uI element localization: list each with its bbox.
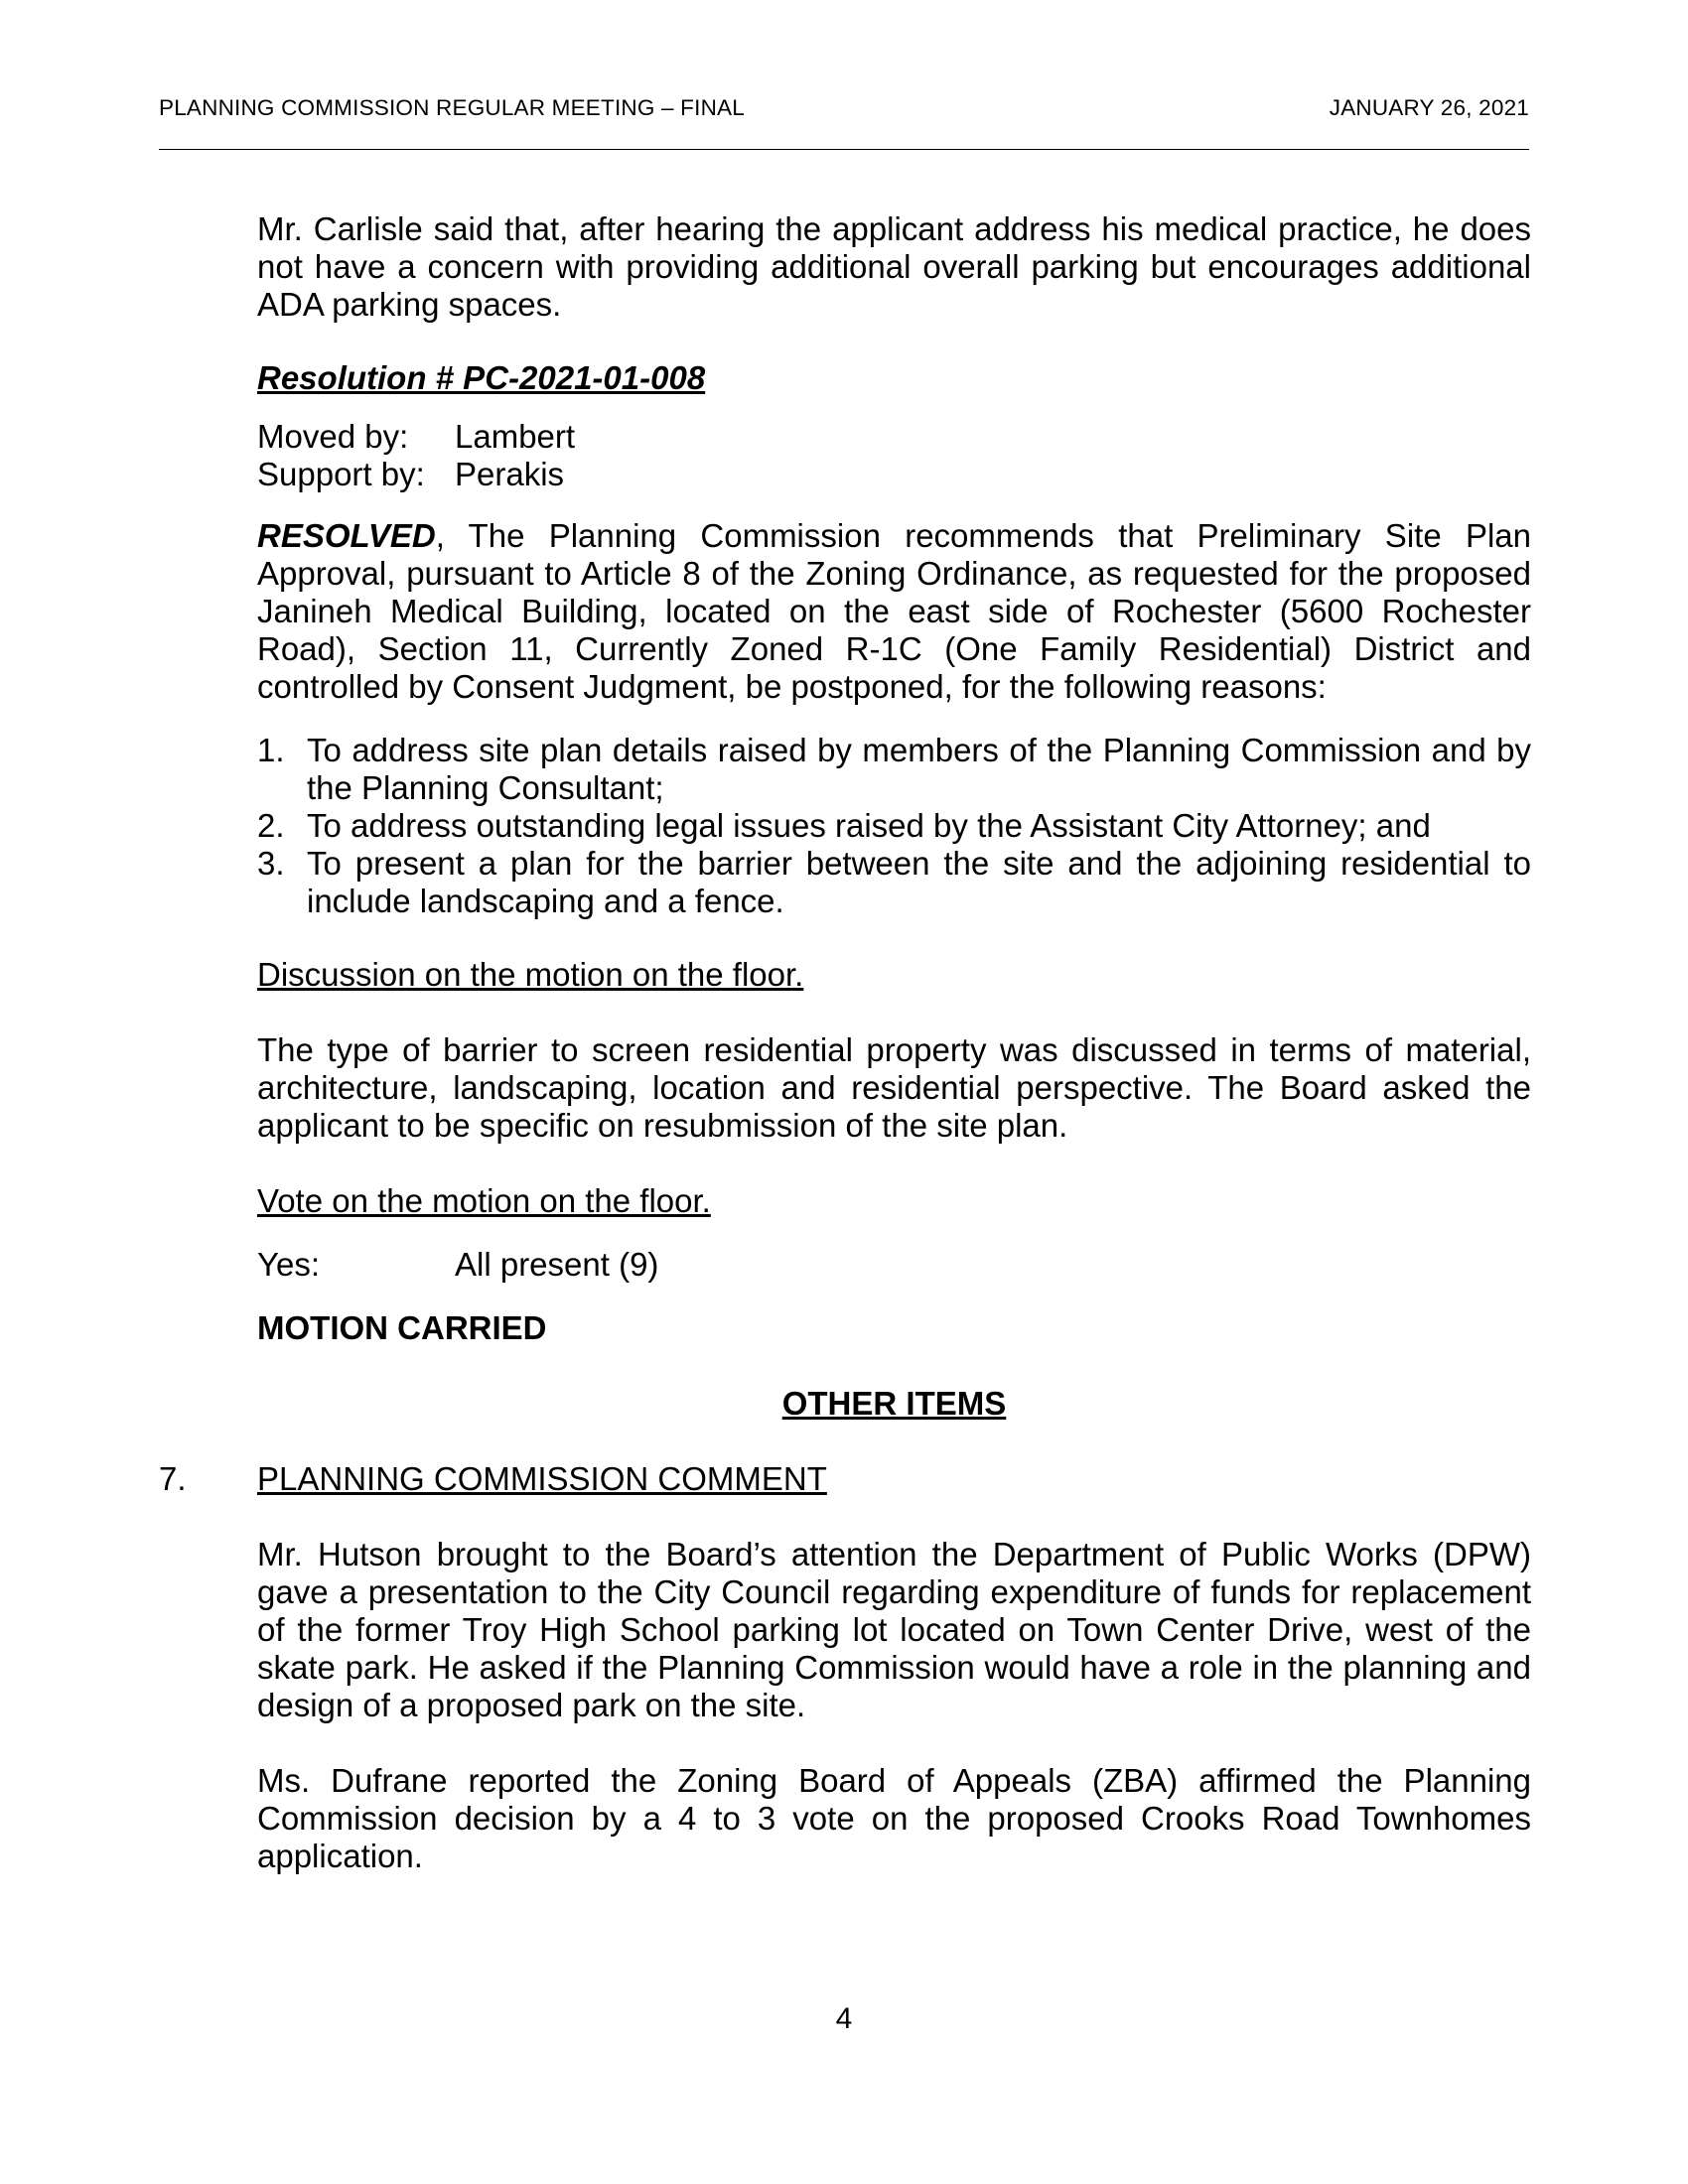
header-date: JANUARY 26, 2021 (1329, 95, 1529, 120)
resolved-text: , The Planning Commission recommends that Preliminary Site Plan Approval, pursuant to Article 8 of the Zoning Ordinance, as requested for the proposed Janineh Medical Building, located on the east side of Rochester (5600 Rochester Road), Section 11, Currently Zoned R-1C (One Family Residential) District and controlled by Consent Judgment, be postponed, for the following reasons: (257, 517, 1531, 705)
list-item-text: To present a plan for the barrier between the site and the adjoining residential to include landscaping and a fence. (307, 845, 1531, 919)
resolution-movers (257, 418, 1531, 493)
list-item-text: To address outstanding legal issues raised by the Assistant City Attorney; and (307, 807, 1431, 844)
vote-heading: Vote on the motion on the floor. (257, 1182, 711, 1219)
vote-yes-label: Yes: (257, 1246, 321, 1283)
vote-yes-value: All present (9) (455, 1246, 659, 1283)
item-7-heading (159, 1460, 1531, 1498)
list-item-number: 3. (257, 845, 285, 882)
list-item-number: 1. (257, 732, 285, 768)
reasons-list (257, 732, 1531, 920)
resolved-keyword: RESOLVED (257, 517, 436, 554)
item-number: 7. (159, 1460, 187, 1497)
list-item (257, 807, 1531, 845)
page-number: 4 (835, 2002, 853, 2035)
resolved-paragraph (257, 517, 1531, 706)
discussion-paragraph: The type of barrier to screen residential property was discussed in terms of material, architecture, landscaping, location and residential perspective. The Board asked the applicant to be specific on resubmission of the site plan. (257, 1031, 1531, 1144)
intro-paragraph: Mr. Carlisle said that, after hearing the applicant address his medical practice, he does not have a concern with providing additional overall parking but encourages additional ADA parking spaces. (257, 210, 1531, 323)
list-item (257, 845, 1531, 920)
vote-yes-row (257, 1246, 1531, 1284)
other-items-heading: OTHER ITEMS (781, 1385, 1007, 1422)
moved-by-label: Moved by: (257, 418, 409, 455)
discussion-heading: Discussion on the motion on the floor. (257, 956, 804, 993)
header-divider (159, 149, 1529, 150)
moved-by-value: Lambert (455, 418, 576, 455)
list-item-number: 2. (257, 807, 285, 844)
item-7-paragraph-2: Ms. Dufrane reported the Zoning Board of Appeals (ZBA) affirmed the Planning Commission decision by a 4 to 3 vote on the proposed Crooks Road Townhomes application. (257, 1762, 1531, 1874)
item-title: PLANNING COMMISSION COMMENT (257, 1460, 827, 1497)
support-by-label: Support by: (257, 456, 425, 492)
support-by-value: Perakis (455, 456, 565, 492)
item-7-paragraph-1: Mr. Hutson brought to the Board’s attention the Department of Public Works (DPW) gave a presentation to the City Council regarding expenditure of funds for replacement of the former Troy High School parking lot located on Town Center Drive, west of the skate park. He asked if the Planning Commission would have a role in the planning and design of a proposed park on the site. (257, 1536, 1531, 1723)
header-title: PLANNING COMMISSION REGULAR MEETING – FINAL (159, 95, 745, 120)
list-item-text: To address site plan details raised by members of the Planning Commission and by the Planning Consultant; (307, 732, 1531, 806)
moved-by-row (257, 418, 1531, 456)
document-body (159, 210, 1531, 1875)
motion-result: MOTION CARRIED (257, 1309, 547, 1346)
resolution-title: Resolution # PC-2021-01-008 (257, 359, 706, 396)
page-header (159, 95, 1529, 121)
support-by-row (257, 456, 1531, 493)
list-item (257, 732, 1531, 807)
